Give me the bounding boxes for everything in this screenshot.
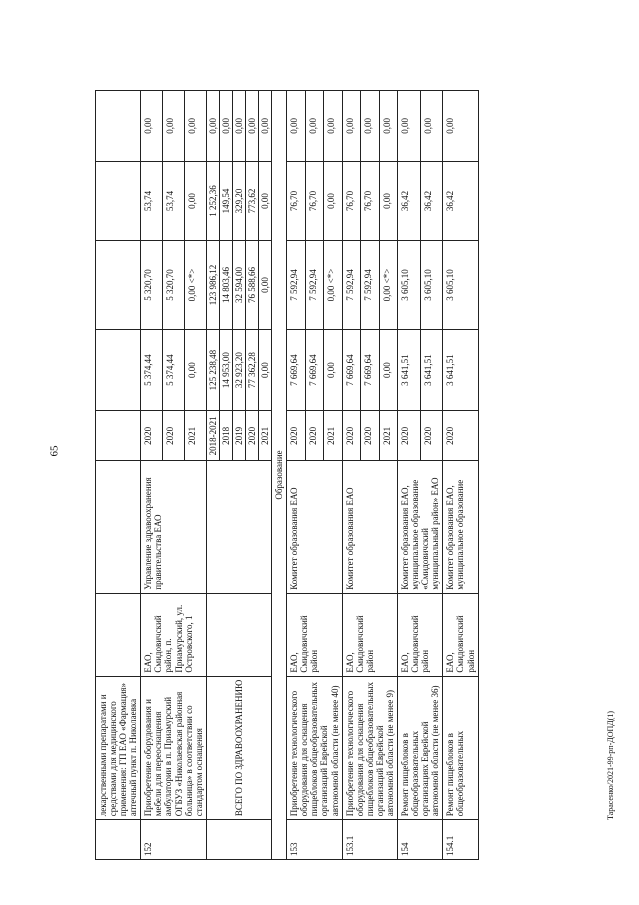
year-cell: 2020 [342,411,360,461]
ob-cell: 76,70 [287,161,305,241]
page-number: 65 [48,445,61,457]
fb-cell: 14 803,46 [219,241,232,329]
table-row [443,91,478,860]
year-cell: 2019 [232,411,245,461]
year-cell: 2020 [246,411,259,461]
fb-cell: 7 592,94 [361,241,379,329]
ob-cell: 36,42 [443,161,478,241]
ob-cell: 76,70 [342,161,360,241]
item-executor: Комитет образования ЕАО [287,461,342,594]
mb-cell: 0,00 [259,91,272,162]
year-cell: 2020 [287,411,305,461]
total-cell: 3 641,51 [420,329,443,411]
mb-cell: 0,00 [305,91,323,162]
total-cell: 7 669,64 [287,329,305,411]
fb-cell: 7 592,94 [287,241,305,329]
year-cell: 2020 [361,411,379,461]
mb-cell: 0,00 [219,91,232,162]
total-cell: 0,00 [184,329,206,411]
mb-cell: 0,00 [287,91,305,162]
table-row [342,91,360,860]
ob-cell: 53,74 [163,161,185,241]
year-cell: 2020 [163,411,185,461]
total-cell: 32 923,20 [232,329,245,411]
fb-cell: 123 986,12 [206,241,219,329]
mb-cell: 0,00 [206,91,219,162]
mb-cell: 0,00 [342,91,360,162]
mb-cell: 0,00 [443,91,478,162]
item-number: 154.1 [443,820,478,860]
item-location: ЕАО, Смидовичский район [398,593,443,676]
item-number: 153 [287,820,342,860]
item-executor: Комитет образования ЕАО [342,461,397,594]
ob-cell: 0,00 [184,161,206,241]
item-executor: Комитет образования ЕАО, муниципальное образование [443,461,478,594]
section-row [272,91,287,860]
mb-cell: 0,00 [232,91,245,162]
mb-cell: 0,00 [398,91,421,162]
fb-cell: 7 592,94 [305,241,323,329]
item-name: Ремонт пищеблоков в общеобразовательных организациях Еврейской автономной области (не менее 36) [398,676,443,820]
mb-cell: 0,00 [141,91,163,162]
fb-cell: 3 605,10 [420,241,443,329]
total-cell: 7 669,64 [361,329,379,411]
ob-cell: 76,70 [361,161,379,241]
mb-cell: 0,00 [163,91,185,162]
ob-cell: 0,00 [324,161,342,241]
footer-note: Тарасенко/2021-99-рп-ДОПД(1) [606,710,615,820]
section-title: Образование [272,91,287,860]
fb-cell: 32 594,00 [232,241,245,329]
mb-cell: 0,00 [379,91,397,162]
year-cell: 2020 [398,411,421,461]
year-cell: 2020 [420,411,443,461]
year-cell: 2021 [259,411,272,461]
fb-cell: 0,00 <*> [379,241,397,329]
table-row [287,91,305,860]
year-cell: 2020 [141,411,163,461]
total-label: ВСЕГО ПО ЗДРАВООХРАНЕНИЮ [206,676,271,820]
total-cell: 0,00 [324,329,342,411]
item-number: 154 [398,820,443,860]
table-row [398,91,421,860]
fb-cell: 7 592,94 [342,241,360,329]
ob-cell: 149,54 [219,161,232,241]
total-cell: 125 238,48 [206,329,219,411]
fb-cell: 0,00 <*> [184,241,206,329]
total-cell: 3 641,51 [398,329,421,411]
item-name: лекарственными препаратами и средствами для медицинского применения: ГП ЕАО «Фармация» аптечный пункт п. Николаевка [96,676,141,820]
mb-cell: 0,00 [420,91,443,162]
mb-cell: 0,00 [184,91,206,162]
ob-cell: 53,74 [141,161,163,241]
table-row [96,91,141,860]
item-number: 153.1 [342,820,397,860]
year-cell: 2021 [184,411,206,461]
year-cell: 2020 [443,411,478,461]
year-cell: 2021 [379,411,397,461]
ob-cell: 329,20 [232,161,245,241]
item-location: ЕАО, Смидовичский район [342,593,397,676]
fb-cell: 0,00 [259,241,272,329]
item-location: ЕАО, Смидовичский район, п. Приамурский, ул. Островского, 1 [141,593,206,676]
total-cell: 0,00 [259,329,272,411]
fb-cell: 0,00 <*> [324,241,342,329]
ob-cell: 36,42 [398,161,421,241]
item-location: ЕАО, Смидовичский район [287,593,342,676]
mb-cell: 0,00 [361,91,379,162]
item-executor: Комитет образования ЕАО, муниципальное образование «Смидовичский муниципальный район» ЕАО [398,461,443,594]
fb-cell: 76 588,66 [246,241,259,329]
fb-cell: 3 605,10 [398,241,421,329]
fb-cell: 5 320,70 [141,241,163,329]
program-table [95,90,479,860]
year-cell: 2020 [305,411,323,461]
year-cell: 2018-2021 [206,411,219,461]
ob-cell: 36,42 [420,161,443,241]
item-name: Приобретение технологического оборудования для оснащения пищеблоков общеобразовательных организаций Еврейской автономной области (не менее 9) [342,676,397,820]
ob-cell: 0,00 [259,161,272,241]
year-cell: 2021 [324,411,342,461]
table-row [141,91,163,860]
total-cell: 14 953,00 [219,329,232,411]
total-cell: 7 669,64 [305,329,323,411]
total-cell: 5 374,44 [163,329,185,411]
item-location: ЕАО, Смидовичский район [443,593,478,676]
item-number: 152 [141,820,206,860]
item-name: Приобретение технологического оборудования для оснащения пищеблоков общеобразовательных организаций Еврейской автономной области (не менее 40) [287,676,342,820]
total-row [206,91,219,860]
mb-cell: 0,00 [324,91,342,162]
item-name: Ремонт пищеблоков в общеобразовательных [443,676,478,820]
item-name: Приобретение оборудования и мебели для переоснащения амбулатории в п. Приамурский ОГБУЗ «Николаевская районная больница» в соответствии со стандартом оснащения [141,676,206,820]
ob-cell: 1 252,36 [206,161,219,241]
mb-cell: 0,00 [246,91,259,162]
total-cell: 0,00 [379,329,397,411]
fb-cell: 5 320,70 [163,241,185,329]
total-cell: 3 641,51 [443,329,478,411]
fb-cell: 3 605,10 [443,241,478,329]
ob-cell: 773,62 [246,161,259,241]
total-cell: 5 374,44 [141,329,163,411]
ob-cell: 76,70 [305,161,323,241]
rotated-table-container [95,90,562,860]
item-executor: Управление здравоохранения правительства ЕАО [141,461,206,594]
total-cell: 7 669,64 [342,329,360,411]
total-cell: 77 362,28 [246,329,259,411]
ob-cell: 0,00 [379,161,397,241]
year-cell: 2018 [219,411,232,461]
